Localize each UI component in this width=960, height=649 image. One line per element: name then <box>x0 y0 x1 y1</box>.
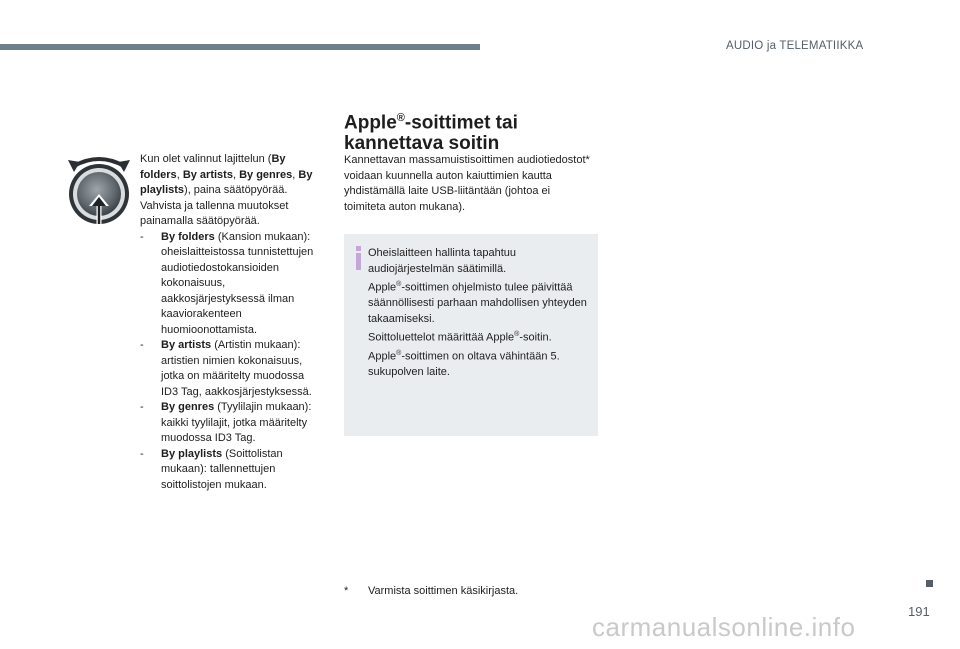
sort-instructions <box>140 152 318 493</box>
list-item <box>140 230 318 339</box>
registered-mark: ® <box>396 281 402 288</box>
footnote <box>344 585 518 597</box>
list-item <box>140 400 318 447</box>
heading-text: -soittimet tai <box>404 112 518 134</box>
confirm-text: Vahvista ja tallenna muutokset painamalla säätöpyörää. <box>140 199 289 227</box>
intro-paragraph: Kannettavan massamuistisoittimen audiotiedostot* voidaan kuunnella auton kaiuttimien kautta yhdistämällä laite USB-liitäntään (johtoa ei toimiteta auton mukana). <box>344 154 590 213</box>
registered-mark: ® <box>396 350 402 358</box>
item-text: (Kansion mukaan): oheislaitteistossa tunnistettujen audiotiedostokansioiden kokonaisuus, aakkosjärjestyksessä ilman kaaviorakenteen huomioonottamista. <box>161 230 314 336</box>
info-text-part: Apple <box>368 350 397 363</box>
watermark: carmanualsonline.info <box>592 612 856 642</box>
footnote-marker: * <box>344 585 349 597</box>
item-text: (Soittolistan mukaan): tallennettujen soittolistojen mukaan. <box>161 447 283 491</box>
item-text: (Artistin mukaan): artistien nimien kokonaisuus, jotka on määritelty muodossa ID3 Tag, aakkosjärjestyksessä. <box>161 339 312 398</box>
heading-text: Apple <box>344 112 397 134</box>
info-line <box>368 327 594 346</box>
footnote-text: Varmista soittimen käsikirjasta. <box>368 585 519 597</box>
info-line: Oheislaitteen hallinta tapahtuu audiojärjestelmän säätimillä. <box>368 247 516 275</box>
item-label: By folders <box>161 230 215 243</box>
list-item <box>140 338 318 400</box>
rotary-knob-press-icon <box>66 150 132 228</box>
info-text-part: -soittimen on oltava vähintään 5. sukupolven laite. <box>368 350 560 379</box>
section-title: AUDIO ja TELEMATIIKKA <box>726 40 864 52</box>
info-text-part: -soittimen ohjelmisto tulee päivittää säännöllisesti parhaan mahdollisen yhteyden takaamiseksi. <box>368 281 587 325</box>
item-label: By playlists <box>161 447 223 460</box>
list-dash: - <box>140 401 144 413</box>
item-label: By genres <box>161 401 215 413</box>
item-label: By artists <box>161 339 212 351</box>
item-text: (Tyylilajin mukaan): kaikki tyylilajit, jotka määritelty muodossa ID3 Tag. <box>161 401 312 444</box>
info-line <box>368 346 594 381</box>
page-number: 191 <box>908 604 930 619</box>
heading-text: kannettava soitin <box>344 133 500 155</box>
registered-mark: ® <box>396 112 405 124</box>
option-by-playlists: By playlists <box>140 168 313 196</box>
list-item <box>140 447 318 494</box>
intro-text: ), paina säätöpyörää. <box>184 184 288 196</box>
info-text-part: Soittoluettelot määrittää Apple <box>368 331 515 344</box>
info-box <box>344 234 598 436</box>
header-bar <box>0 44 480 50</box>
sort-intro <box>140 152 318 199</box>
page-marker <box>926 580 933 587</box>
separator: , <box>232 168 240 181</box>
info-text <box>368 246 594 381</box>
option-by-artists: By artists <box>182 168 233 181</box>
section-heading <box>344 108 518 154</box>
separator: , <box>292 168 299 181</box>
info-line <box>368 277 594 327</box>
list-dash: - <box>140 447 144 460</box>
info-icon <box>354 246 364 270</box>
separator: , <box>176 168 183 181</box>
option-by-folders: By folders <box>140 153 286 181</box>
intro-text: Kun olet valinnut lajittelun ( <box>140 153 272 165</box>
info-text-part: Apple <box>368 281 397 294</box>
list-dash: - <box>140 339 144 351</box>
registered-mark: ® <box>514 331 520 339</box>
list-dash: - <box>140 230 144 243</box>
option-by-genres: By genres <box>239 168 293 181</box>
info-text-part: -soitin. <box>519 331 552 344</box>
